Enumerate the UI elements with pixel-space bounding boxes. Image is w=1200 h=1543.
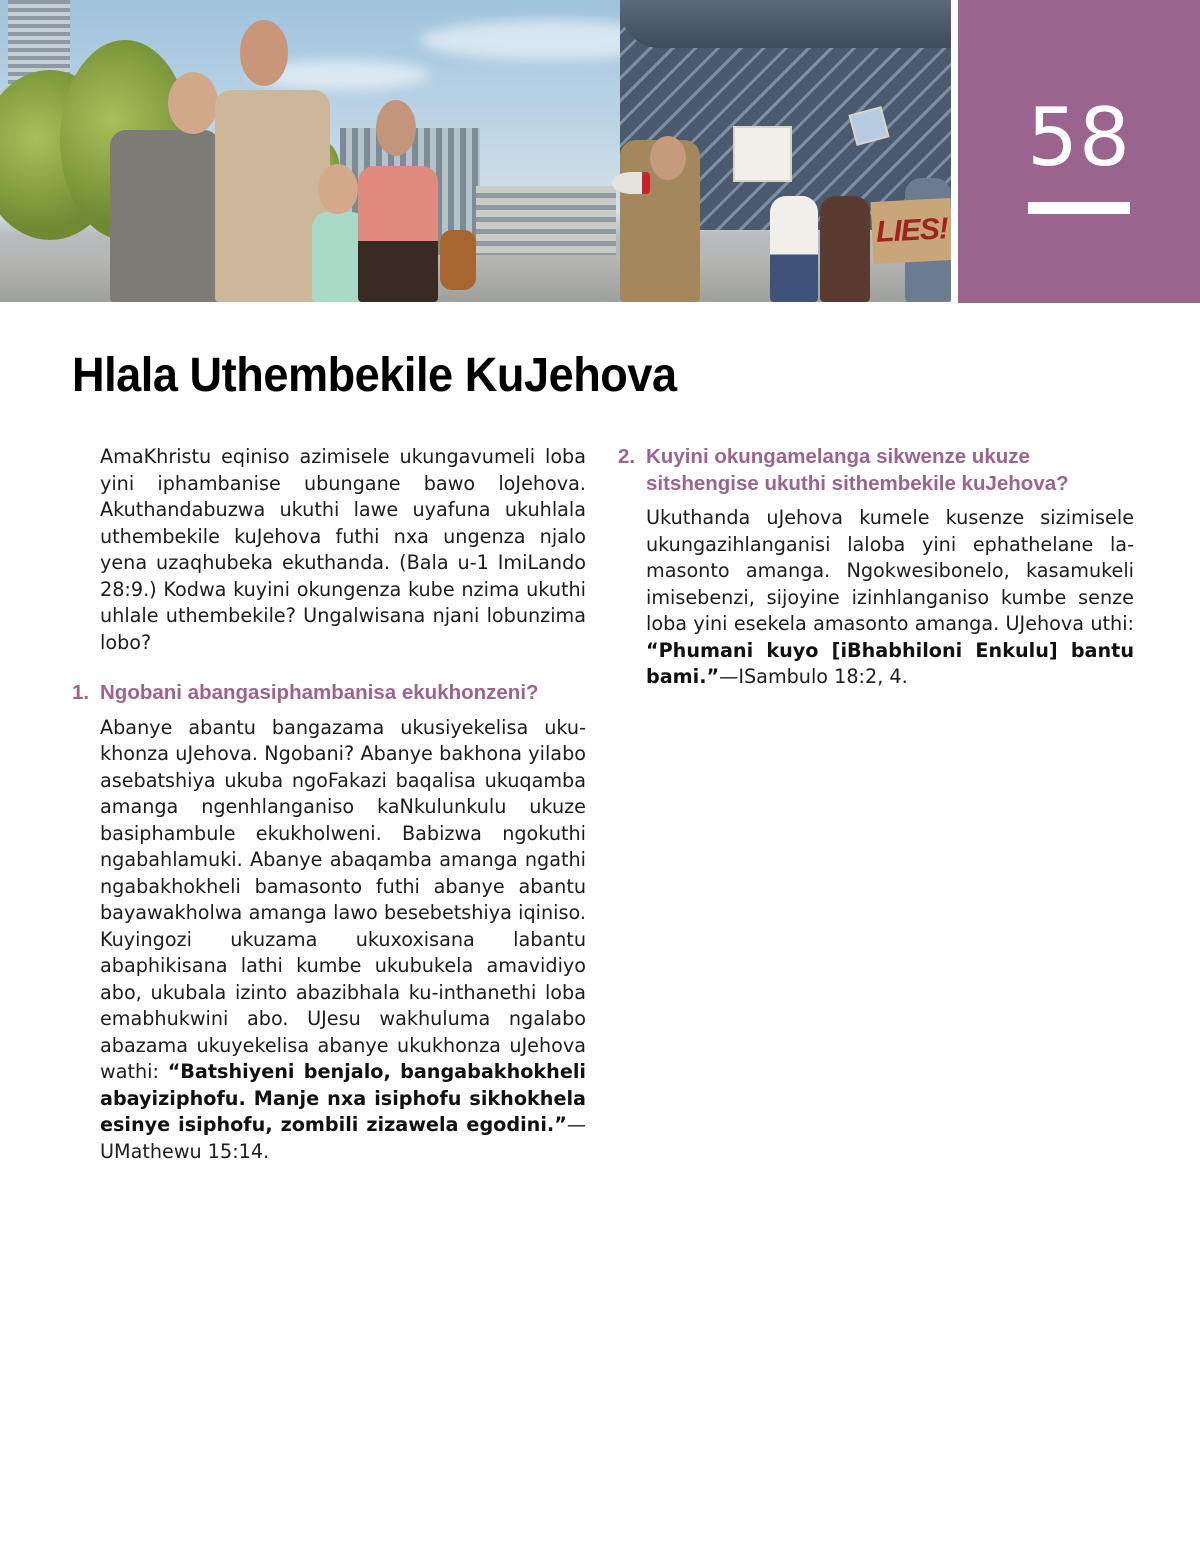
handbag	[440, 230, 476, 290]
stadium-roof	[620, 0, 951, 48]
person-head	[650, 136, 686, 180]
person-head	[168, 72, 218, 134]
person-protester	[820, 196, 870, 302]
megaphone	[612, 172, 650, 194]
section-1-heading	[72, 680, 586, 707]
section-2-heading	[618, 444, 1134, 497]
section-2-reference: —ISambulo 18:2, 4.	[719, 665, 908, 688]
section-2-body: Ukuthanda uJehova kumele kusenze sizimisele ukungazihlanganisi laloba yini ephathelane lamasonto amanga. Ngokwesibonelo, kasamukeli imisebenzi, sijoyine izinhlanganiso kumbe senze loba yini esekela amasonto amanga. UJehova uthi:	[646, 506, 1134, 635]
section-1-quote: “Batshiyeni benjalo, bangabakhokheli abayiziphofu. Manje nxa isiphofu sikhokhela esinye isiphofu, zombili zizawela egodini.”	[100, 1060, 586, 1136]
person-boy	[110, 130, 220, 302]
section-2-quote: “Phumani kuyo [iBhabhiloni Enkulu] bantu bami.”	[646, 638, 1134, 688]
chapter-number-panel	[958, 0, 1200, 303]
section-2-paragraph	[646, 505, 1134, 691]
section-1-question: Ngobani abangasiphambanisa ekukhonzeni?	[100, 681, 539, 704]
lies-sign-text: LIES!	[875, 212, 949, 249]
person-head	[240, 20, 288, 86]
header-photo	[0, 0, 951, 302]
page-title: Hlala Uthembekile KuJehova	[72, 349, 677, 402]
section-2-number: 2.	[618, 445, 636, 468]
protest-sign	[733, 126, 792, 182]
section-1-body: Abanye abantu bangazama ukusiyekelisa ukukhonza uJehova. Ngobani? Abanye bakhona yilabo asebatshiya ukuba ngoFakazi baqalisa ukuqamba amanga ngenhlanganiso kaNkulunkulu ukuze basiphambule ekukholweni. Babizwa ngokuthi ngabahlamuki. Abanye abaqamba amanga ngathi ngabakhokheli bamasonto futhi abanye abantu bayawakholwa amanga lawo besebetshiya iqiniso. Kuyingozi ukuzama ukuxoxisana labantu abaphikisana lathi kumbe ukubukela amavidiyo abo, ukubala izinto abazibhala ku-inthanethi loba emabhukwini abo. UJesu wakhuluma ngalabo abazama ukuyekelisa abanye ukukhonza uJehova wathi:	[100, 715, 586, 1083]
intro-paragraph: AmaKhristu eqiniso azimisele ukungavumeli loba yini iphambanise ubungane bawo loJehova. Akuthandabuzwa ukuthi lawe uyafuna ukuhlala uthembekile kuJehova futhi nxa ungenza njalo yena uzaqhubeka ekuthanda. (Bala u-1 ImiLando 28:9.) Kodwa kuyini okungenza kube nzima ukuthi uhlale uthembekile? Ungalwisana njani lobunzima lobo?	[100, 445, 586, 654]
lies-sign	[870, 198, 951, 264]
chapter-underline	[1028, 202, 1130, 214]
section-2-question: Kuyini okungamelanga sikwenze ukuze sitshengise ukuthi sithembekile kuJehova?	[646, 445, 1069, 495]
right-column	[618, 444, 1134, 691]
chapter-number: 58	[1027, 91, 1131, 184]
person-head	[318, 164, 358, 214]
person-protester	[770, 196, 818, 302]
section-1-paragraph	[100, 715, 586, 1166]
person-mother	[358, 166, 438, 302]
section-1-reference: —UMathewu 15:14.	[100, 1113, 586, 1163]
office-building	[476, 186, 616, 260]
section-1-number: 1.	[72, 681, 90, 704]
person-head	[376, 100, 416, 156]
left-column	[72, 444, 586, 1165]
